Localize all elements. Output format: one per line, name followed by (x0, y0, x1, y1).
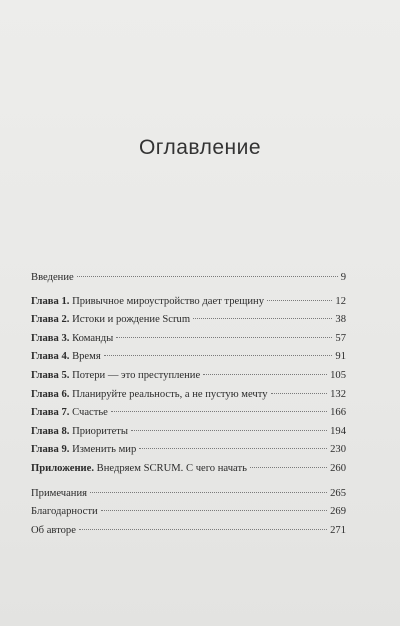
toc-page-number: 57 (335, 332, 346, 344)
toc-entry-prefix: Глава 4. (31, 351, 70, 363)
toc-entry-acknowledgements[interactable] (31, 506, 346, 525)
toc-leader-dots (90, 492, 327, 493)
toc-page-number: 265 (330, 487, 346, 499)
toc-entry-label: Потери — это преступление (72, 369, 201, 381)
toc-page-number: 230 (330, 444, 346, 456)
toc-entry-label: Введение (31, 272, 74, 283)
toc-entry-label: Планируйте реальность, а не пустую мечту (72, 388, 268, 400)
toc-entry-label: Изменить мир (72, 444, 137, 456)
toc-page-number: 194 (330, 425, 346, 437)
toc-entry-prefix: Глава 9. (31, 444, 70, 456)
toc-leader-dots (193, 318, 332, 319)
toc-page-number: 269 (330, 506, 346, 518)
toc-entry-chapter-1[interactable] (31, 296, 346, 315)
toc-entry-label: Время (72, 351, 101, 363)
toc-leader-dots (271, 393, 328, 394)
toc-entry-label: Благодарности (31, 506, 98, 518)
toc-entry-label: Счастье (72, 407, 108, 419)
toc-leader-dots (139, 448, 327, 449)
toc-entry-prefix: Глава 5. (31, 369, 70, 381)
toc-leader-dots (77, 276, 338, 277)
toc-entry-label: Внедряем SCRUM. С чего начать (96, 462, 247, 474)
toc-entry-appendix[interactable] (31, 463, 346, 482)
toc-leader-dots (79, 529, 327, 530)
toc-entry-chapter-9[interactable] (31, 444, 346, 463)
toc-entry-chapter-4[interactable] (31, 351, 346, 370)
table-of-contents (31, 272, 346, 543)
toc-page-number: 260 (330, 462, 346, 474)
toc-entry-prefix: Приложение. (31, 462, 95, 474)
toc-leader-dots (116, 337, 332, 338)
toc-page-number: 132 (330, 388, 346, 400)
toc-page-number: 91 (335, 351, 346, 363)
toc-entry-prefix: Глава 8. (31, 425, 70, 437)
toc-entry-chapter-7[interactable] (31, 407, 346, 426)
toc-entry-chapter-3[interactable] (31, 333, 346, 352)
toc-entry-chapter-2[interactable] (31, 314, 346, 333)
toc-entry-chapter-6[interactable] (31, 389, 346, 408)
toc-leader-dots (131, 430, 327, 431)
toc-entry-label: Привычное мироустройство дает трещину (72, 295, 264, 307)
toc-leader-dots (267, 300, 332, 301)
toc-page-number: 271 (330, 524, 346, 536)
toc-entry-prefix: Глава 7. (31, 407, 70, 419)
toc-leader-dots (111, 411, 327, 412)
toc-entry-prefix: Глава 1. (31, 295, 70, 307)
toc-entry-notes[interactable] (31, 488, 346, 507)
page-title: Оглавление (138, 136, 262, 159)
toc-page-number: 12 (335, 295, 346, 307)
toc-entry-prefix: Глава 6. (31, 388, 70, 400)
toc-page-number: 38 (335, 314, 346, 326)
toc-entry-chapter-8[interactable] (31, 426, 346, 445)
toc-leader-dots (101, 510, 327, 511)
toc-leader-dots (203, 374, 327, 375)
toc-entry-prefix: Глава 2. (31, 314, 70, 326)
toc-entry-about-author[interactable] (31, 525, 346, 544)
toc-page-number: 105 (330, 369, 346, 381)
toc-entry-chapter-5[interactable] (31, 370, 346, 389)
toc-entry-label: Приоритеты (72, 425, 129, 437)
toc-entry-label: Об авторе (31, 524, 76, 536)
toc-leader-dots (104, 355, 333, 356)
toc-page-number: 9 (340, 272, 346, 283)
toc-entry-label: Команды (72, 332, 114, 344)
toc-entry-prefix: Глава 3. (31, 332, 70, 344)
toc-entry-label: Истоки и рождение Scrum (72, 314, 191, 326)
toc-entry-intro[interactable] (31, 272, 346, 291)
toc-leader-dots (250, 467, 327, 468)
toc-entry-label: Примечания (31, 487, 87, 499)
toc-page-number: 166 (330, 407, 346, 419)
